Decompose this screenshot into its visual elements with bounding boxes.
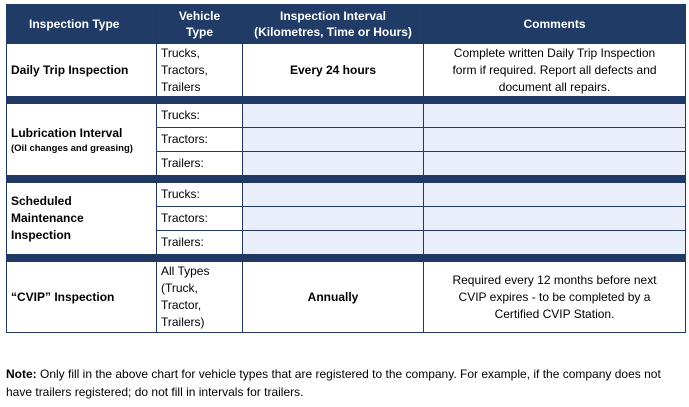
header-inspection-type: Inspection Type xyxy=(7,5,157,44)
header-interval xyxy=(243,5,424,44)
lubrication-comments-trailers-field[interactable] xyxy=(424,152,686,176)
maintenance-comments-trailers-field[interactable] xyxy=(424,231,686,255)
maintenance-interval-tractors-field[interactable] xyxy=(243,207,424,231)
daily-vehicles xyxy=(157,44,243,97)
lubrication-vehicle-trailers: Trailers: xyxy=(157,152,243,176)
daily-type: Daily Trip Inspection xyxy=(7,44,157,97)
cvip-vehicle-line2: (Truck, xyxy=(161,281,198,295)
maintenance-interval-trailers-field[interactable] xyxy=(243,231,424,255)
lubrication-type-sub: (Oil changes and greasing) xyxy=(11,142,133,154)
cvip-comment-line3: Certified CVIP Station. xyxy=(494,306,615,321)
header-interval-line2: (Kilometres, Time or Hours) xyxy=(254,25,412,39)
header-row xyxy=(7,5,686,44)
header-vehicle-type-line2: Type xyxy=(185,25,214,39)
daily-vehicle-tractors: Tractors, xyxy=(161,62,208,77)
lubrication-type-label: Lubrication Interval xyxy=(11,125,123,140)
inspection-table xyxy=(6,4,686,333)
cvip-row xyxy=(7,262,686,333)
footnote xyxy=(6,365,686,401)
maintenance-row-trucks xyxy=(7,183,686,207)
cvip-type: “CVIP” Inspection xyxy=(7,262,157,333)
daily-interval: Every 24 hours xyxy=(243,44,424,97)
cvip-comment-line2: CVIP expires - to be completed by a xyxy=(458,289,651,304)
lubrication-interval-trucks-field[interactable] xyxy=(243,104,424,128)
maintenance-interval-trucks-field[interactable] xyxy=(243,183,424,207)
lubrication-interval-tractors-field[interactable] xyxy=(243,128,424,152)
separator xyxy=(7,176,686,183)
daily-vehicle-trailers: Trailers xyxy=(161,79,201,94)
cvip-interval: Annually xyxy=(243,262,424,333)
cvip-vehicle-line1: All Types xyxy=(161,264,210,278)
maintenance-type-line2: Maintenance xyxy=(11,211,84,225)
separator xyxy=(7,97,686,104)
header-comments: Comments xyxy=(424,5,686,44)
header-vehicle-type xyxy=(157,5,243,44)
header-interval-line1: Inspection Interval xyxy=(279,9,387,23)
lubrication-vehicle-tractors: Tractors: xyxy=(157,128,243,152)
maintenance-vehicle-tractors: Tractors: xyxy=(157,207,243,231)
lubrication-row-trucks xyxy=(7,104,686,128)
header-vehicle-type-line1: Vehicle xyxy=(178,9,221,23)
daily-row xyxy=(7,44,686,97)
maintenance-type-line3: Inspection xyxy=(11,228,72,242)
cvip-comments xyxy=(424,262,686,333)
lubrication-vehicle-trucks: Trucks: xyxy=(157,104,243,128)
note-text: Only fill in the above chart for vehicle types that are registered to the company. For example, if the company does not have trailers registered; do not fill in intervals for trailers. xyxy=(6,367,661,399)
lubrication-comments-tractors-field[interactable] xyxy=(424,128,686,152)
daily-comment-line2: form if required. Report all defects and xyxy=(452,62,657,77)
daily-vehicle-trucks: Trucks, xyxy=(161,45,200,60)
lubrication-type xyxy=(7,104,157,176)
daily-comments xyxy=(424,44,686,97)
maintenance-vehicle-trailers: Trailers: xyxy=(157,231,243,255)
daily-comment-line1: Complete written Daily Trip Inspection xyxy=(453,45,656,60)
maintenance-type xyxy=(7,183,157,255)
lubrication-comments-trucks-field[interactable] xyxy=(424,104,686,128)
separator xyxy=(7,255,686,262)
maintenance-comments-trucks-field[interactable] xyxy=(424,183,686,207)
lubrication-interval-trailers-field[interactable] xyxy=(243,152,424,176)
maintenance-vehicle-trucks: Trucks: xyxy=(157,183,243,207)
daily-comment-line3: document all repairs. xyxy=(498,79,611,94)
cvip-comment-line1: Required every 12 months before next xyxy=(452,272,657,287)
cvip-vehicles xyxy=(157,262,243,333)
maintenance-comments-tractors-field[interactable] xyxy=(424,207,686,231)
cvip-vehicle-line3: Tractor, xyxy=(161,298,202,312)
maintenance-type-line1: Scheduled xyxy=(11,194,72,208)
cvip-vehicle-line4: Trailers) xyxy=(161,315,205,329)
note-label: Note: xyxy=(6,367,37,381)
